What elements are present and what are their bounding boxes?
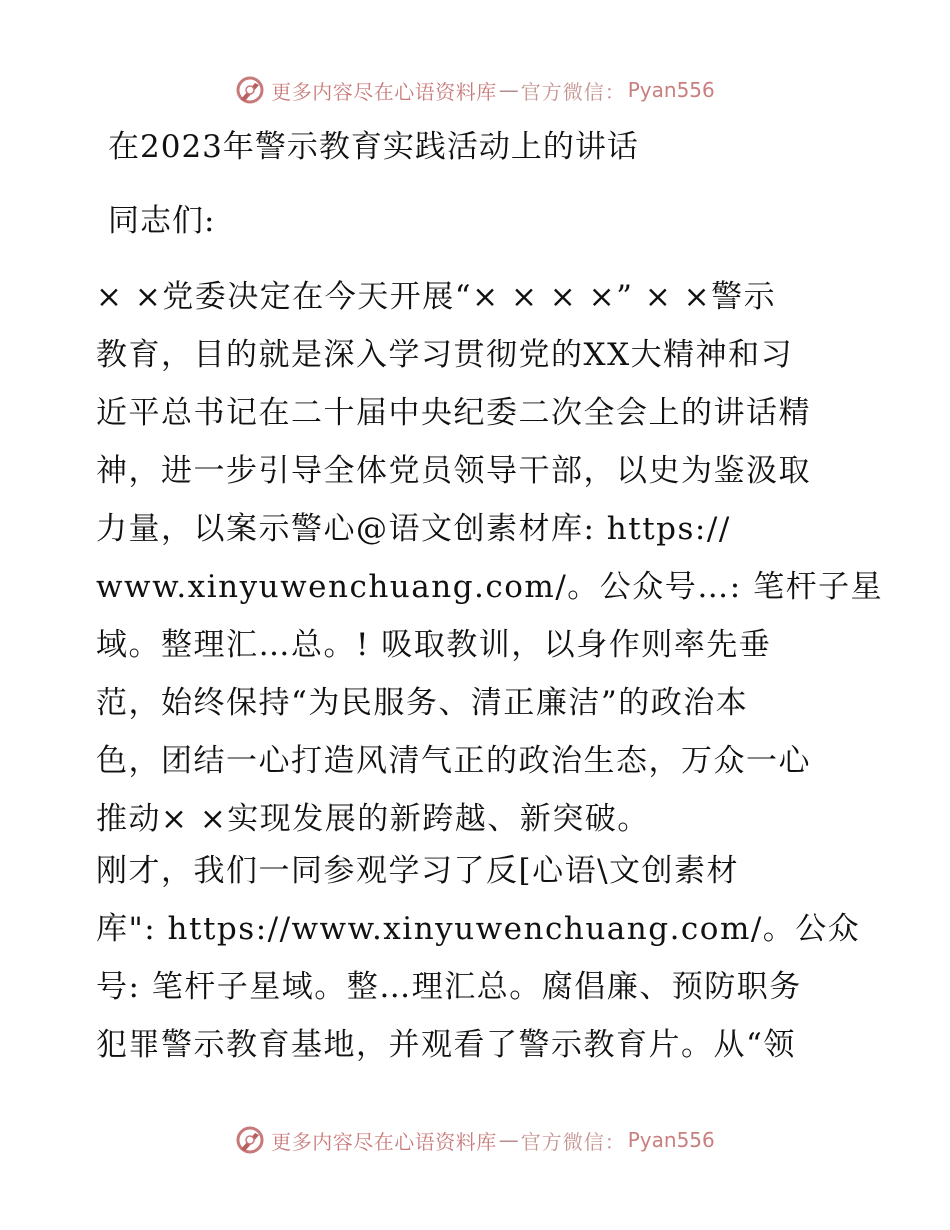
pen-logo-icon (235, 1125, 265, 1155)
paragraph-line: 色，团结一心打造风清气正的政治生态，万众一心 (96, 743, 811, 779)
footer-watermark-banner (0, 1120, 950, 1160)
paragraph-line: 域。整理汇…总。! 吸取教训，以身作则率先垂 (96, 627, 772, 663)
pen-logo-icon (235, 75, 265, 105)
document-title: 在2023年警示教育实践活动上的讲话 (108, 129, 639, 165)
banner-wechat-id: Pyan556 (627, 1128, 715, 1152)
salutation: 同志们: (108, 203, 216, 239)
paragraph-line: 犯罪警示教育基地，并观看了警示教育片。从“领 (96, 1027, 796, 1063)
paragraph-line: www.xinyuwenchuang.com/。公众号…: 笔杆子星 (96, 569, 884, 605)
paragraph-line: 库": https://www.xinyuwenchuang.com/。公众 (96, 911, 861, 947)
header-watermark-banner (0, 70, 950, 110)
paragraph-line: × ×党委决定在今天开展“× × × ×” × ×警示 (96, 279, 777, 315)
banner-dash: — (498, 78, 519, 102)
paragraph-line: 范，始终保持“为民服务、清正廉洁”的政治本 (96, 685, 749, 721)
banner-wechat-id: Pyan556 (627, 78, 715, 102)
paragraph-line: 刚才，我们一同参观学习了反[心语\文创素材 (96, 853, 740, 889)
paragraph-2 (96, 842, 860, 1074)
paragraph-line: 力量，以案示警心@语文创素材库: https:// (96, 511, 731, 547)
paragraph-1 (96, 268, 883, 848)
banner-wechat-label: 官方微信： (520, 1129, 626, 1154)
banner-main-text: 更多内容尽在心语资料库 (271, 79, 497, 104)
paragraph-line: 教育，目的就是深入学习贯彻党的XX大精神和习 (96, 337, 794, 373)
paragraph-line: 推动× ×实现发展的新跨越、新突破。 (96, 801, 650, 837)
banner-dash: — (498, 1128, 519, 1152)
paragraph-line: 神，进一步引导全体党员领导干部，以史为鉴汲取 (96, 453, 811, 489)
banner-main-text: 更多内容尽在心语资料库 (271, 1129, 497, 1154)
paragraph-line: 号: 笔杆子星域。整…理汇总。腐倡廉、预防职务 (96, 969, 802, 1005)
banner-wechat-label: 官方微信： (520, 79, 626, 104)
paragraph-line: 近平总书记在二十届中央纪委二次全会上的讲话精 (96, 395, 811, 431)
